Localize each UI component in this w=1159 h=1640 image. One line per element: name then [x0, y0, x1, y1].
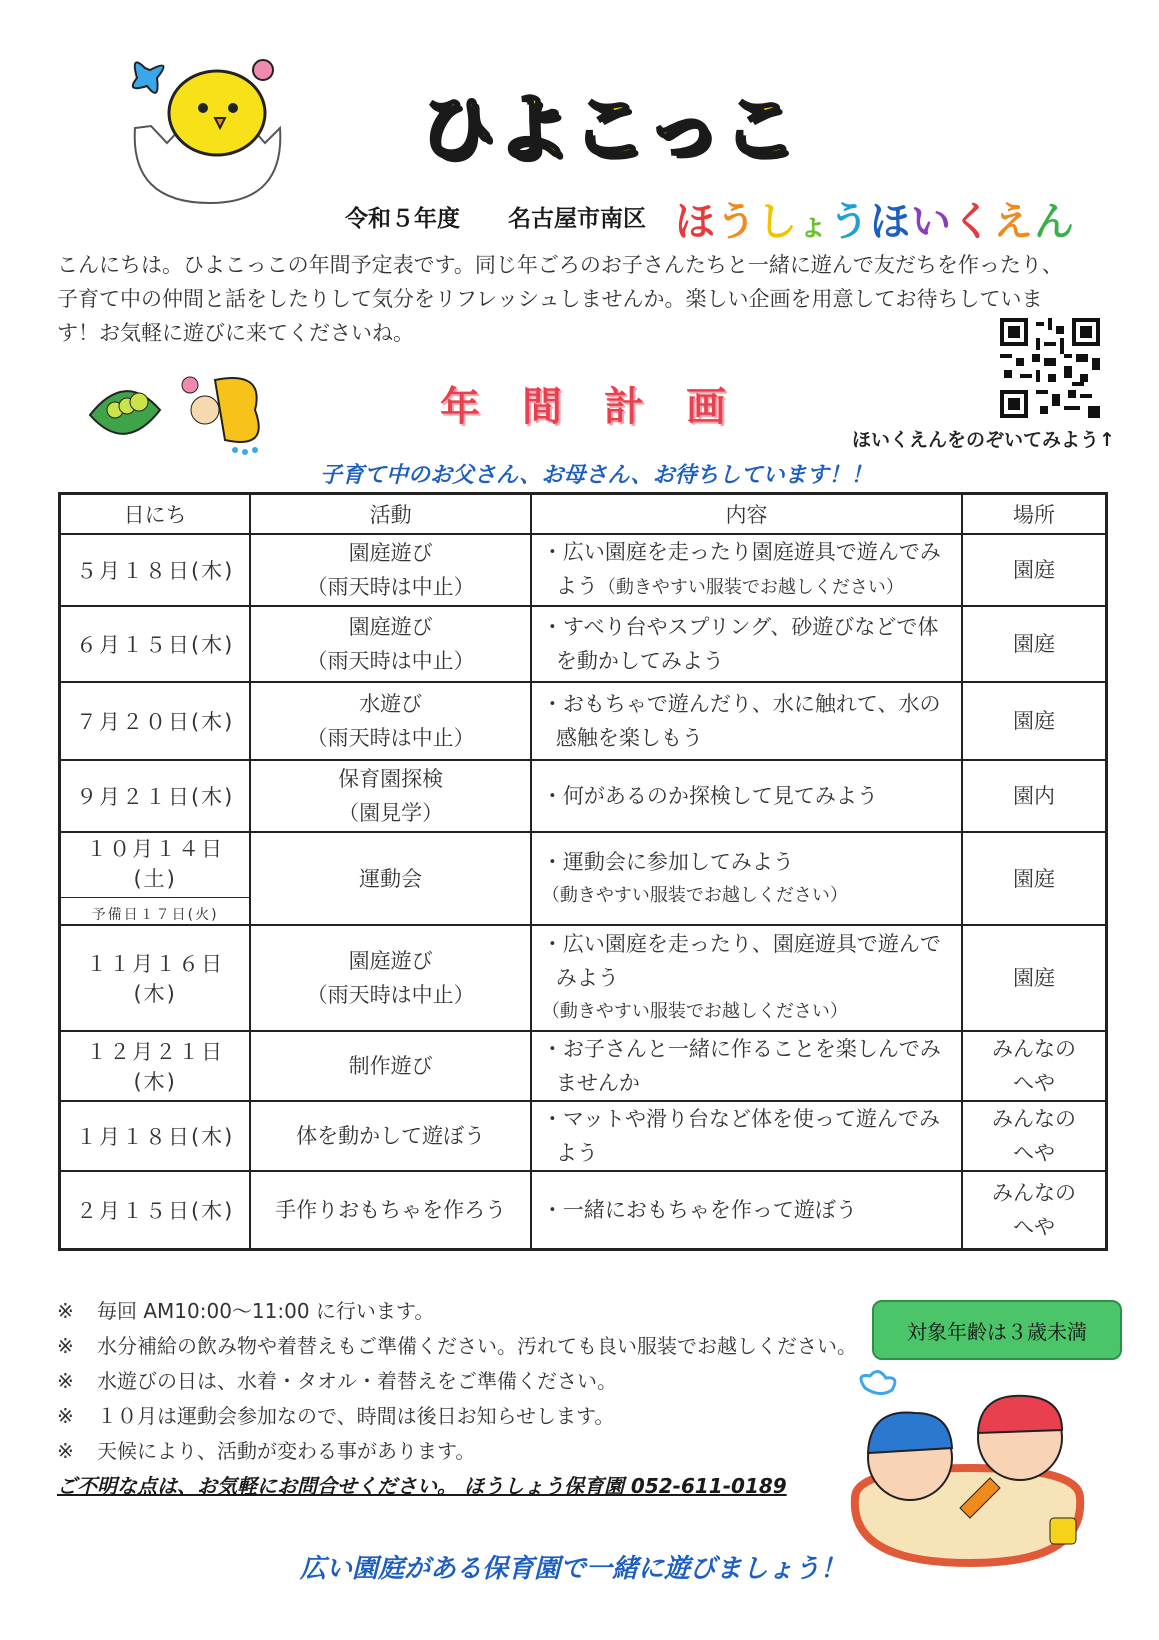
- row-place-line2: へや: [1013, 1141, 1056, 1165]
- row-content-line2: [542, 1136, 951, 1170]
- row-date: １１月１６日(木): [86, 952, 225, 1006]
- contact-line: ご不明な点は、お気軽にお問合せください。 ほうしょう保育園 052-611-0189: [57, 1474, 787, 1498]
- cell-place: [962, 534, 1106, 606]
- row-place: 園庭: [1013, 866, 1056, 891]
- row-content-note: （動きやすい服装でお越しください）: [541, 1001, 848, 1022]
- row-date: ２月１５日(木): [75, 1198, 235, 1223]
- cell-date: [60, 534, 251, 606]
- note-item: [57, 1294, 857, 1329]
- page-title: ひよこっこ: [420, 86, 799, 172]
- cell-content: [531, 925, 962, 1031]
- qr-code[interactable]: [1000, 318, 1100, 418]
- area-name: 名古屋市南区: [508, 206, 647, 232]
- cell-place: [962, 760, 1106, 832]
- fiscal-year: 令和５年度: [345, 206, 460, 232]
- row-place: みんなの: [992, 1037, 1077, 1061]
- schedule-table: [58, 492, 1108, 1251]
- table-row: [60, 925, 1107, 1031]
- cell-place: [962, 606, 1106, 682]
- nursery-name-char: ほ: [870, 199, 911, 245]
- age-badge: 対象年齢は３歳未満: [872, 1300, 1122, 1360]
- row-content-line: を動かしてみよう: [555, 649, 724, 673]
- row-date: １２月２１日(木): [86, 1040, 225, 1094]
- note-item: [57, 1434, 857, 1469]
- row-content: [542, 927, 951, 961]
- row-content-note: （動きやすい服装でお越しください）: [597, 577, 904, 598]
- row-activity: 保育園探検: [338, 767, 444, 791]
- plan-title: 年間計画: [440, 384, 768, 430]
- cell-content: [531, 534, 962, 606]
- note-text: 天候により、活動が変わる事があります。: [97, 1439, 476, 1463]
- row-content: [542, 779, 951, 813]
- header-place: 場所: [962, 494, 1106, 535]
- cell-place: [962, 1031, 1106, 1101]
- row-content-line: よう: [555, 574, 598, 598]
- row-content: [542, 1102, 951, 1136]
- cell-content: [531, 682, 962, 760]
- cell-place: [962, 925, 1106, 1031]
- row-content-line: ・運動会に参加してみよう: [541, 849, 794, 874]
- cell-activity: [250, 760, 531, 832]
- nursery-name: [675, 190, 1075, 247]
- row-date: １０月１４日(土): [86, 837, 225, 891]
- nursery-name-char: ょ: [798, 208, 829, 243]
- kids-sandbox-illustration: [840, 1368, 1095, 1568]
- row-content-line: ・広い園庭を走ったり園庭遊具で遊んでみ: [541, 540, 941, 564]
- cell-place: [962, 682, 1106, 760]
- cell-date: [60, 1171, 251, 1249]
- row-content-line2: [542, 961, 951, 995]
- cell-place: [962, 1171, 1106, 1249]
- row-content-line: ・おもちゃで遊んだり、水に触れて、水の: [541, 692, 941, 716]
- cell-activity: [250, 682, 531, 760]
- row-content-line: みよう: [555, 966, 619, 990]
- caterpillar-butterfly-illustration: [85, 370, 275, 460]
- note-item: [57, 1364, 857, 1399]
- row-place-line2: へや: [1013, 1214, 1056, 1239]
- row-content: [542, 1193, 951, 1227]
- note-text: 毎回 AM10:00～11:00 に行います。: [97, 1299, 435, 1323]
- cell-date: [60, 925, 251, 1031]
- intro-text: [57, 248, 1107, 350]
- row-content: [542, 535, 951, 569]
- row-place: みんなの: [992, 1180, 1077, 1205]
- cell-content: [531, 1171, 962, 1249]
- cell-date: [60, 760, 251, 832]
- row-activity: 水遊び: [359, 692, 423, 716]
- table-row: [60, 1101, 1107, 1171]
- row-activity-note: （園見学）: [338, 801, 444, 825]
- cell-place: [962, 1101, 1106, 1171]
- row-activity: 体を動かして遊ぼう: [296, 1124, 486, 1148]
- row-place: 園庭: [1013, 966, 1056, 990]
- table-row: [60, 606, 1107, 682]
- table-row: [60, 1171, 1107, 1249]
- nursery-name-char: う: [829, 199, 870, 245]
- table-header-row: [60, 494, 1107, 535]
- row-date-sub: 予備日１７日(火): [61, 897, 249, 924]
- row-content-line: ・何があるのか探検して見てみよう: [541, 784, 878, 808]
- cell-activity: [250, 1031, 531, 1101]
- cell-content: [531, 832, 962, 925]
- note-item: [57, 1329, 857, 1364]
- note-mark: ※: [57, 1404, 74, 1428]
- nursery-name-char: う: [716, 199, 757, 245]
- note-item: [57, 1399, 857, 1434]
- nursery-name-char: い: [911, 199, 952, 245]
- nursery-name-char: ん: [1034, 199, 1075, 245]
- row-activity: 園庭遊び: [348, 541, 433, 565]
- cell-activity: [250, 832, 531, 925]
- cell-activity: [250, 1101, 531, 1171]
- table-row: [60, 760, 1107, 832]
- row-place: 園庭: [1013, 558, 1056, 582]
- cell-activity: [250, 606, 531, 682]
- row-activity-note: （雨天時は中止）: [306, 983, 475, 1007]
- row-activity: 園庭遊び: [348, 615, 433, 639]
- table-row: [60, 534, 1107, 606]
- note-mark: ※: [57, 1299, 74, 1323]
- row-place-line2: へや: [1013, 1071, 1056, 1095]
- nursery-name-char: く: [952, 199, 993, 245]
- row-content-line2: [542, 569, 951, 605]
- qr-caption: ほいくえんをのぞいてみよう↑: [852, 429, 1115, 451]
- cell-content: [531, 1031, 962, 1101]
- row-place: 園内: [1013, 784, 1056, 808]
- note-text: 水分補給の飲み物や着替えもご準備ください。汚れても良い服装でお越しください。: [97, 1334, 857, 1358]
- note-text: 水遊びの日は、水着・タオル・着替えをご準備ください。: [97, 1369, 617, 1393]
- row-content-line2: [542, 1066, 951, 1100]
- row-content: [542, 845, 951, 879]
- cell-date: [60, 1031, 251, 1101]
- table-row: [60, 682, 1107, 760]
- cell-content: [531, 1101, 962, 1171]
- row-content-line: 感触を楽しもう: [555, 726, 703, 750]
- cell-date: [60, 682, 251, 760]
- cell-activity: [250, 534, 531, 606]
- intro-line: こんにちは。ひよこっこの年間予定表です。同じ年ごろのお子さんたちと一緒に遊んで友だちを作ったり、: [57, 253, 1063, 277]
- note-text: １０月は運動会参加なので、時間は後日お知らせします。: [97, 1404, 615, 1428]
- row-date: ６月１５日(木): [75, 633, 235, 657]
- row-activity-note: （雨天時は中止）: [306, 649, 475, 673]
- note-mark: ※: [57, 1334, 74, 1358]
- row-content-line: ・マットや滑り台など体を使って遊んでみ: [541, 1107, 941, 1131]
- row-content-line: よう: [555, 1141, 598, 1165]
- row-content: [542, 1032, 951, 1066]
- table-row: [60, 832, 1107, 925]
- cell-date: [60, 606, 251, 682]
- header-date: 日にち: [60, 494, 251, 535]
- row-place: 園庭: [1013, 632, 1056, 656]
- row-content-line2: [542, 644, 951, 678]
- row-date: １月１８日(木): [75, 1125, 235, 1149]
- row-activity-note: （雨天時は中止）: [306, 575, 475, 599]
- cell-place: [962, 832, 1106, 925]
- footer-message: 広い園庭がある保育園で一緒に遊びましょう！: [300, 1554, 847, 1584]
- row-content-note: （動きやすい服装でお越しください）: [541, 884, 848, 906]
- cell-date: [60, 832, 251, 925]
- row-content-line: ・すべり台やスプリング、砂遊びなどで体: [541, 615, 939, 639]
- row-place: みんなの: [992, 1107, 1077, 1131]
- cell-content: [531, 606, 962, 682]
- nursery-name-char: し: [757, 199, 798, 245]
- cell-date: [60, 1101, 251, 1171]
- table-row: [60, 1031, 1107, 1101]
- note-mark: ※: [57, 1369, 74, 1393]
- subtitle: 子育て中のお父さん、お母さん、お待ちしています！！: [320, 463, 873, 488]
- row-date: ５月１８日(木): [75, 559, 235, 583]
- row-content: [542, 610, 951, 644]
- header-content: 内容: [531, 494, 962, 535]
- row-content-line: ・広い園庭を走ったり、園庭遊具で遊んで: [541, 932, 941, 956]
- intro-line: 子育て中の仲間と話をしたりして気分をリフレッシュしませんか。楽しい企画を用意してお待ちしていま: [57, 287, 1043, 311]
- note-mark: ※: [57, 1439, 74, 1463]
- row-activity: 制作遊び: [348, 1054, 433, 1078]
- row-place: 園庭: [1013, 709, 1056, 733]
- row-date: ９月２１日(木): [75, 785, 235, 809]
- row-content-line2: [542, 721, 951, 755]
- nursery-name-char: え: [993, 199, 1034, 245]
- intro-line: す！お気軽に遊びに来てくださいね。: [57, 321, 414, 345]
- cell-activity: [250, 1171, 531, 1249]
- org-line: [345, 200, 686, 233]
- notes-list: [57, 1294, 857, 1469]
- chick-egg-illustration: [125, 48, 290, 208]
- row-content-line: ませんか: [555, 1071, 640, 1095]
- row-date: ７月２０日(木): [75, 710, 235, 734]
- row-activity-note: （雨天時は中止）: [306, 726, 475, 750]
- row-content: [542, 687, 951, 721]
- cell-activity: [250, 925, 531, 1031]
- row-content-line: ・一緒におもちゃを作って遊ぼう: [541, 1197, 857, 1222]
- row-activity: 手作りおもちゃを作ろう: [275, 1197, 507, 1222]
- cell-content: [531, 760, 962, 832]
- row-activity: 園庭遊び: [348, 949, 433, 973]
- row-activity: 運動会: [359, 866, 423, 891]
- header-activity: 活動: [250, 494, 531, 535]
- row-content-line: ・お子さんと一緒に作ることを楽しんでみ: [541, 1037, 941, 1061]
- nursery-name-char: ほ: [675, 199, 716, 245]
